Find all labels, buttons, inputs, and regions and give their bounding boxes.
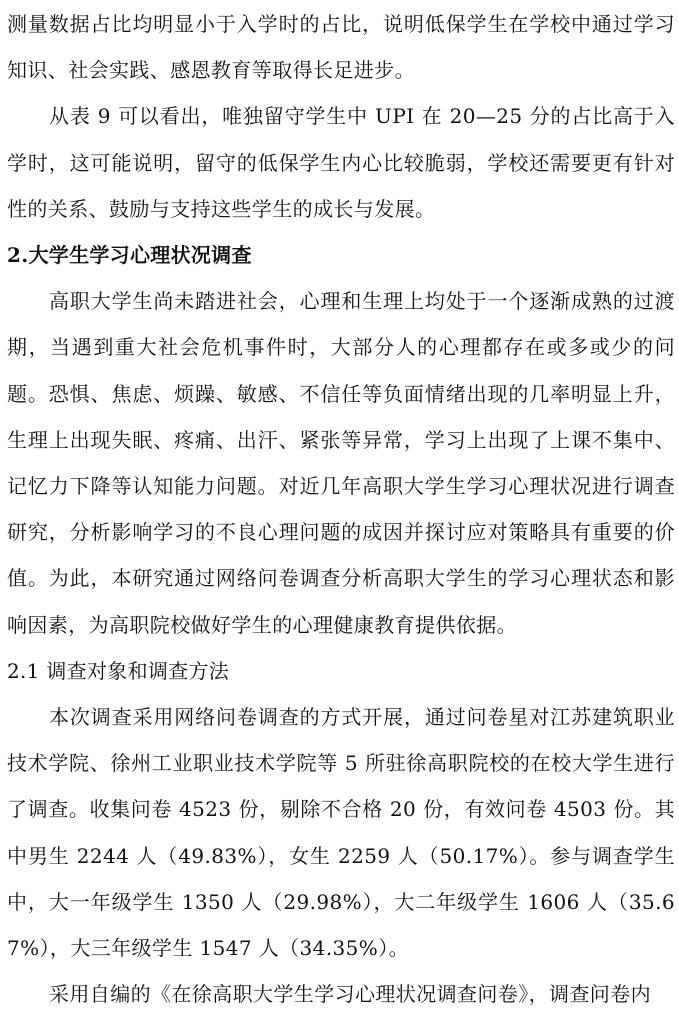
paragraph-questionnaire: 采用自编的《在徐高职大学生学习心理状况调查问卷》，调查问卷内: [49, 982, 651, 1007]
paragraph-low-income-progress: 测量数据占比均明显小于入学时的占比，说明低保学生在学校中通过学习知识、社会实践、感恩教育等取得长足进步。: [7, 12, 675, 83]
subsection-heading-survey-method: 2.1 调查对象和调查方法: [7, 658, 230, 683]
paragraph-survey-details: 本次调查采用网络问卷调查的方式开展，通过问卷星对江苏建筑职业技术学院、徐州工业职业技术学院等 5 所驻徐高职院校的在校大学生进行了调查。收集问卷 4523 份，剔除不合格 20 份，有效问卷 4503 份。其中男生 2244 人（49.83%），女生 2259 人（50.17%）。参与调查学生中，大一年级学生 1350 人（29.98%），大二年级学生 1606 人（35.67%），大三年级学生 1547 人（34.35%）。: [7, 705, 675, 961]
document-page: [7, 0, 675, 1017]
paragraph-left-behind-students: 从表 9 可以看出，唯独留守学生中 UPI 在 20—25 分的占比高于入学时，这可能说明，留守的低保学生内心比较脆弱，学校还需要更有针对性的关系、鼓励与支持这些学生的成长与发展。: [7, 104, 675, 221]
section-heading-learning-psychology: 2.大学生学习心理状况调查: [7, 243, 252, 268]
paragraph-psychology-background: 高职大学生尚未踏进社会，心理和生理上均处于一个逐渐成熟的过渡期，当遇到重大社会危机事件时，大部分人的心理都存在或多或少的问题。恐惧、焦虑、烦躁、敏感、不信任等负面情绪出现的几率明显上升，生理上出现失眠、疼痛、出汗、紧张等异常，学习上出现了上课不集中、记忆力下降等认知能力问题。对近几年高职大学生学习心理状况进行调查研究，分析影响学习的不良心理问题的成因并探讨应对策略具有重要的价值。为此，本研究通过网络问卷调查分析高职大学生的学习心理状态和影响因素，为高职院校做好学生的心理健康教育提供依据。: [7, 289, 675, 637]
